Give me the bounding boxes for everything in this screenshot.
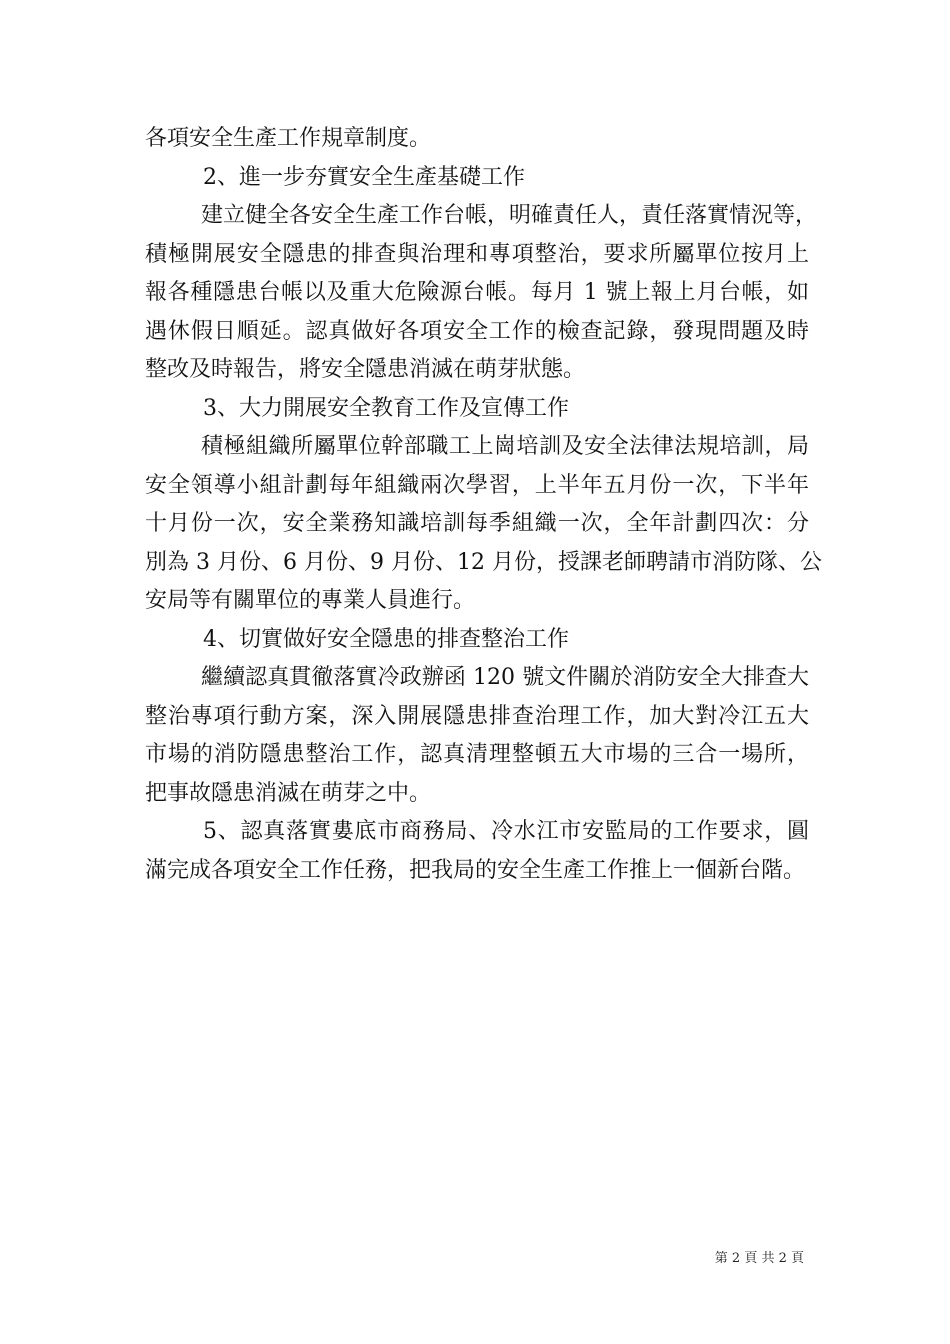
- paragraph-line: 安局等有關單位的專業人員進行。: [145, 588, 476, 613]
- section-heading-3: 3、大力開展安全教育工作及宣傳工作: [203, 395, 569, 421]
- paragraph-line: 整改及時報告，將安全隱患消滅在萌芽狀態。: [145, 357, 586, 382]
- paragraph-line: 整治專項行動方案，深入開展隱患排查治理工作，加大對冷江五大: [145, 703, 809, 729]
- page-number-footer: 第 2 頁 共 2 頁: [714, 1251, 804, 1266]
- section-heading-5: 5、認真落實婁底市商務局、冷水江市安監局的工作要求，圓: [203, 819, 809, 844]
- paragraph-line: 安全領導小組計劃每年組織兩次學習，上半年五月份一次，下半年: [145, 472, 809, 498]
- paragraph-line: 報各種隱患台帳以及重大危險源台帳。每月 1 號上報上月台帳，如: [145, 280, 809, 305]
- paragraph-line: 十月份一次，安全業務知識培訓每季組織一次，全年計劃四次：分: [145, 511, 809, 536]
- body-line: 各項安全生產工作規章制度。: [145, 126, 432, 151]
- paragraph-line: 積極組織所屬單位幹部職工上崗培訓及安全法律法規培訓，局: [201, 434, 809, 459]
- paragraph-line: 遇休假日順延。認真做好各項安全工作的檢查記錄，發現問題及時: [145, 318, 809, 344]
- paragraph-line: 建立健全各安全生產工作台帳，明確責任人，責任落實情況等，: [201, 203, 818, 228]
- paragraph-line: 繼續認真貫徹落實冷政辦函 120 號文件關於消防安全大排查大: [201, 665, 809, 690]
- section-heading-2: 2、進一步夯實安全生產基礎工作: [203, 164, 525, 190]
- document-body: [145, 120, 822, 890]
- paragraph-line: 市場的消防隱患整治工作，認真清理整頓五大市場的三合一場所，: [145, 742, 809, 767]
- section-heading-4: 4、切實做好安全隱患的排查整治工作: [203, 626, 569, 652]
- paragraph-line: 滿完成各項安全工作任務，把我局的安全生產工作推上一個新台階。: [145, 857, 806, 883]
- paragraph-line: 把事故隱患消滅在萌芽之中。: [145, 780, 432, 806]
- paragraph-line: 別為 3 月份、6 月份、9 月份、12 月份，授課老師聘請市消防隊、公: [145, 549, 822, 575]
- paragraph-line: 積極開展安全隱患的排查與治理和專項整治，要求所屬單位按月上: [145, 241, 809, 267]
